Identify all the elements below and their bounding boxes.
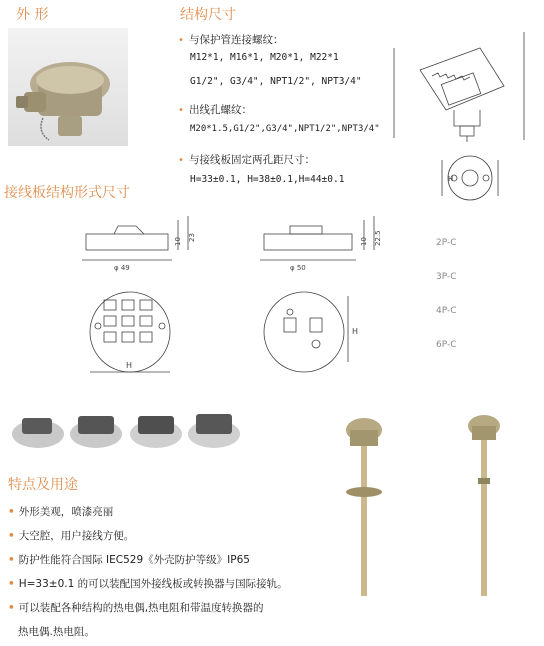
thread-spec-line-1: M12*1, M16*1, M20*1, M22*1: [190, 52, 339, 63]
terminal-block-photos: [8, 404, 244, 456]
feature-bullet: •: [8, 530, 15, 542]
feature-item-2: • 大空腔，用户接线方便。: [8, 530, 135, 542]
terminal-drawing-right: [252, 212, 392, 380]
feature-item-5: • 可以装配各种结构的热电偶,热电阻和带温度转换器的: [8, 602, 264, 614]
hole-distance-spec: H=33±0.1, H=38±0.1,H=44±0.1: [190, 174, 345, 185]
structure-item-3: [178, 148, 315, 167]
structure-heading: 结构尺寸: [180, 7, 236, 23]
terminal-type-3p: 3P-C: [436, 272, 457, 282]
head-technical-drawing: [384, 28, 540, 206]
left-dim2-label: 23: [188, 233, 196, 242]
feature-bullet: •: [8, 602, 15, 614]
right-dim2-label: 22.5: [374, 230, 382, 246]
thermocouple-photo-thread: [442, 396, 526, 602]
feature-item-3: • 防护性能符合国际 IEC529《外壳防护等级》IP65: [8, 554, 250, 566]
terminal-drawing-left: [74, 212, 204, 380]
terminal-heading: 接线板结构形式尺寸: [4, 185, 130, 201]
bullet-dot: •: [178, 35, 184, 46]
left-dim1-label: 10: [174, 237, 182, 246]
right-diameter-label: φ 50: [290, 264, 306, 272]
feature-item-5-cont: 热电偶.热电阻。: [18, 626, 95, 638]
feature-bullet: •: [8, 578, 15, 590]
outlet-label: 出线孔螺纹：: [189, 104, 252, 116]
hole-distance-label: 与接线板固定两孔距尺寸：: [189, 154, 315, 166]
thermocouple-photo-flange: [316, 396, 400, 602]
left-diameter-label: φ 49: [114, 264, 130, 272]
bullet-dot: •: [178, 105, 184, 116]
feature-item-1: • 外形美观，喷漆亮丽: [8, 506, 114, 518]
structure-item-1: [178, 28, 284, 47]
left-h-label: H: [126, 361, 133, 370]
appearance-heading: 外 形: [16, 7, 49, 23]
drawing-h-label: H: [448, 175, 454, 183]
feature-bullet: •: [8, 554, 15, 566]
outlet-spec-line: M20*1.5,G1/2",G3/4",NPT1/2",NPT3/4": [190, 124, 380, 134]
terminal-type-6p: 6P-C: [436, 340, 457, 350]
structure-item-2: [178, 98, 252, 117]
terminal-type-4p: 4P-C: [436, 306, 457, 316]
junction-box-photo: [8, 28, 128, 146]
features-heading: 特点及用途: [8, 477, 78, 493]
feature-item-4: • H=33±0.1 的可以装配国外接线板或转换器与国际接轨。: [8, 578, 288, 590]
bullet-dot: •: [178, 155, 184, 166]
thread-spec-line-2: G1/2", G3/4", NPT1/2", NPT3/4": [190, 76, 362, 87]
right-dim1-label: 10: [360, 237, 368, 246]
terminal-type-2p: 2P-C: [436, 238, 457, 248]
thread-label: 与保护管连接螺纹：: [189, 34, 284, 46]
feature-bullet: •: [8, 506, 15, 518]
right-h-label: H: [352, 327, 359, 336]
